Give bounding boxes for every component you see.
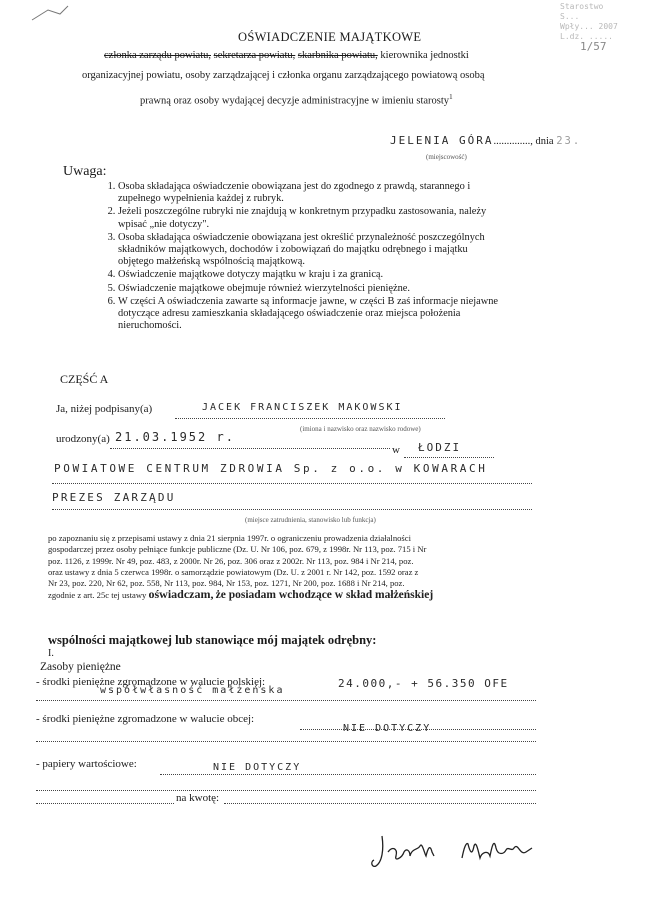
stamp-number: 1/57 [580, 40, 607, 53]
securities-dots-1 [160, 774, 536, 775]
intro-line-1 [104, 50, 469, 63]
signature [370, 828, 550, 872]
stamp-line: Wpły... 2007 [560, 22, 618, 31]
work-line-2: PREZES ZARZĄDU [52, 491, 176, 504]
uwaga-item-line: Jeżeli poszczególne rubryki nie znajdują w konkretnym przypadku zastosowania, należy [118, 206, 487, 218]
declare-word: oświadczam, [148, 587, 214, 602]
stamp-line: Starostwo [560, 2, 604, 11]
born-dots [110, 448, 390, 449]
intro-line-3 [140, 91, 453, 108]
stamp-line: S... [560, 12, 580, 21]
place-dots: .............. [493, 136, 531, 147]
struck-option: członka zarządu powiatu, [104, 50, 211, 61]
corner-scribble [30, 4, 70, 22]
legal-line: gospodarczej przez osoby pełniące funkcje publiczne (Dz. U. Nr 106, poz. 679, z 1998r. Nr 113, poz. 715 i Nr [48, 544, 427, 555]
uwaga-item-line: wpisać „nie dotyczy". [118, 218, 210, 230]
place-value: JELENIA GÓRA [390, 134, 494, 147]
legal-final-line [48, 589, 433, 601]
pln-label: - środki pieniężne zgromadzone w walucie polskiej: [36, 676, 266, 688]
foreign-label: - środki pieniężne zgromadzone w walucie obcej: [36, 713, 255, 725]
born-in-label: w [392, 444, 400, 456]
uwaga-item-line: Oświadczenie majątkowe obejmuje również wierzytelności pieniężne. [118, 282, 410, 294]
securities-dots-2 [36, 790, 536, 791]
born-in-value: ŁODZI [418, 441, 462, 454]
struck-option: skarbnika powiatu, [297, 50, 378, 61]
work-caption: (miejsce zatrudnienia, stanowisko lub funkcja) [245, 516, 376, 524]
uwaga-item [118, 232, 655, 269]
document-title: OŚWIADCZENIE MAJĄTKOWE [238, 30, 422, 44]
pln-value: 24.000,- + 56.350 OFE [338, 677, 509, 690]
securities-label: - papiery wartościowe: [36, 758, 137, 770]
securities-value: NIE DOTYCZY [213, 762, 302, 773]
intro-text: kierownika jednostki [380, 50, 469, 61]
foreign-value: NIE DOTYCZY [343, 723, 432, 734]
legal-line: zgodnie z art. 25c tej ustawy [48, 590, 147, 601]
assets-heading: Zasoby pieniężne [40, 661, 121, 673]
intro-text: prawną oraz osoby wydającej decyzje administracyjne w imieniu starosty [140, 95, 450, 107]
legal-line: oraz ustawy z dnia 5 czerwca 1998r. o samorządzie powiatowym (Dz. U. z 2001 r. Nr 142, poz. 1592 oraz z [48, 566, 419, 577]
section-number: I. [48, 648, 54, 659]
intro-line-2: organizacyjnej powiatu, osoby zarządzającej i członka organu zarządzającego powiatową osobą [82, 70, 485, 81]
legal-paragraph [48, 533, 433, 602]
part-a-heading: CZĘŚĆ A [60, 372, 109, 386]
signed-caption: (imiona i nazwisko oraz nazwisko rodowe) [300, 425, 421, 433]
date-label: , dnia [530, 136, 554, 147]
uwaga-item-line: Osoba składająca oświadczenie obowiązana jest do zgodnego z prawdą, starannego i [118, 181, 471, 192]
signed-value: JACEK FRANCISZEK MAKOWSKI [202, 402, 403, 413]
work-line-1: POWIATOWE CENTRUM ZDROWIA Sp. z o.o. w KOWARACH [54, 462, 488, 475]
uwaga-item [118, 296, 655, 333]
uwaga-item-line: składników majątkowych, dochodów i zobowiązań do majątku odrębnego i majątku [118, 244, 468, 256]
uwaga-item [118, 181, 655, 205]
legal-line: po zapoznaniu się z przepisami ustawy z dnia 21 sierpnia 1997r. o ograniczeniu prowadzenia działalności [48, 533, 411, 543]
born-in-dots [404, 457, 494, 458]
foreign-dots-2 [36, 741, 536, 742]
amount-dots [36, 803, 174, 804]
uwaga-item [118, 269, 655, 281]
footnote-mark: 1 [449, 93, 453, 101]
date-value: 23. [556, 135, 582, 147]
signed-label: Ja, niżej podpisany(a) [56, 403, 153, 415]
uwaga-heading: Uwaga: [63, 164, 107, 179]
uwaga-list [96, 181, 655, 332]
amount-dots-2 [224, 803, 536, 804]
place-date-row [390, 134, 581, 147]
uwaga-item [118, 283, 655, 295]
registry-stamp [560, 2, 655, 54]
stamp-line: L.dz. ..... [560, 32, 613, 41]
declare-rest: że posiadam wchodzące w skład małżeńskiej [215, 589, 434, 602]
pln-note: współwłasność małżeńska [100, 685, 285, 696]
uwaga-item [118, 206, 655, 230]
struck-option: sekretarza powiatu, [213, 50, 296, 61]
amount-label: na kwotę: [176, 792, 220, 804]
born-value: 21.03.1952 r. [115, 430, 235, 444]
uwaga-item-line: zupełnego wypełnienia każdej z rubryk. [118, 193, 284, 205]
place-caption: (miejscowość) [426, 153, 467, 161]
legal-line: Nr 23, poz. 220, Nr 62, poz. 558, Nr 113, poz. 984, Nr 153, poz. 1271, Nr 200, poz. 1688 i Nr 214, poz. [48, 578, 405, 589]
legal-line: poz. 1126, z 1999r. Nr 49, poz. 483, z 2000r. Nr 26, poz. 306 oraz z 2002r. Nr 113, poz. 984 i Nr 214, poz. [48, 555, 414, 566]
uwaga-item-line: W części A oświadczenia zawarte są informacje jawne, w części B zaś informacje niejawne [118, 295, 499, 307]
signed-dots [175, 418, 445, 419]
uwaga-item-line: Osoba składająca oświadczenie obowiązana jest określić przynależność poszczególnych [118, 231, 485, 243]
work-dots-1 [52, 483, 532, 484]
pln-dots [36, 700, 536, 701]
born-label: urodzony(a) [56, 433, 110, 445]
uwaga-item-line: Oświadczenie majątkowe dotyczy majątku w kraju i za granicą. [118, 269, 384, 281]
uwaga-item-line: objętego małżeńską wspólnością majątkową. [118, 256, 305, 268]
uwaga-item-line: dotyczące adresu zamieszkania składającego oświadczenie oraz miejsca położenia [118, 308, 461, 320]
uwaga-item-line: nieruchomości. [118, 320, 182, 332]
declare-line-2: wspólności majątkowej lub stanowiące mój majątek odrębny: [48, 633, 377, 647]
work-dots-2 [52, 509, 532, 510]
